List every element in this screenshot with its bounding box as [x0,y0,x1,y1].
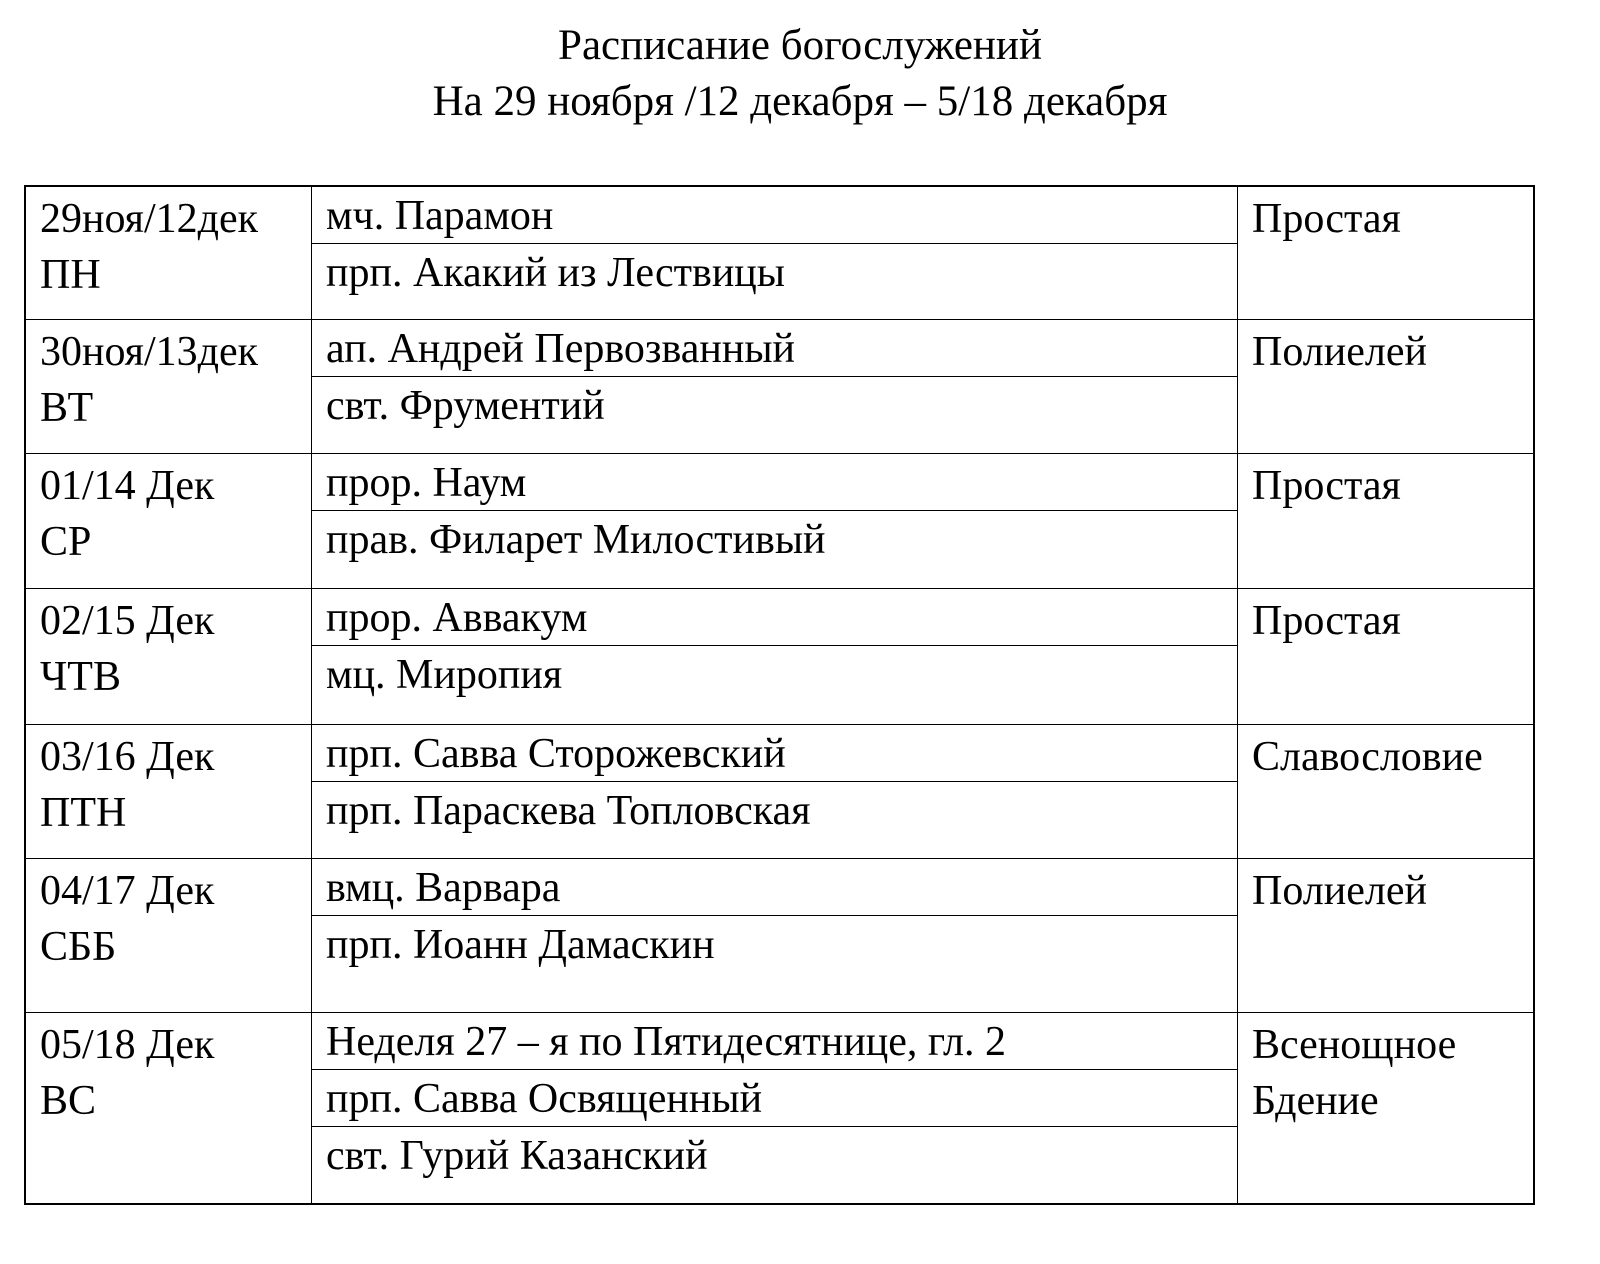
date-label: 01/14 Дек [40,463,215,509]
date-cell [26,454,312,588]
date-label: 04/17 Дек [40,868,215,914]
saint-entry: прп. Иоанн Дамаскин [326,922,715,968]
weekday-label: ПТН [40,790,127,836]
service-type: Простая [1252,196,1401,242]
service-cell [1238,589,1533,724]
table-row [26,453,1533,588]
date-label: 02/15 Дек [40,598,215,644]
saints-cell [312,725,1238,858]
service-cell [1238,725,1533,858]
weekday-label: ВС [40,1078,97,1124]
date-cell [26,589,312,724]
date-cell [26,859,312,1012]
service-type: Всенощное [1252,1022,1457,1068]
saint-entry: ап. Андрей Первозванный [312,320,1237,377]
page-title: Расписание богослужений [558,22,1042,69]
date-cell [26,320,312,453]
weekday-label: ЧТВ [40,654,121,700]
date-cell [26,187,312,319]
service-cell [1238,1013,1533,1203]
saint-entry: вмц. Варвара [312,859,1237,916]
weekday-label: ПН [40,252,101,298]
saint-entry: Неделя 27 – я по Пятидесятнице, гл. 2 [312,1013,1237,1070]
service-type: Простая [1252,598,1401,644]
table-row [26,588,1533,724]
service-cell [1238,454,1533,588]
date-cell [26,1013,312,1203]
service-type: Славословие [1252,734,1483,780]
service-cell [1238,859,1533,1012]
saints-cell [312,187,1238,319]
date-cell [26,725,312,858]
table-row [26,319,1533,453]
saint-entry: прав. Филарет Милостивый [326,517,826,563]
saint-entry: свт. Фрументий [326,383,605,429]
service-type: Полиелей [1252,868,1427,914]
saint-entry: мц. Миропия [326,652,563,698]
weekday-label: СББ [40,924,117,970]
saints-cell [312,859,1238,1012]
schedule-table [24,185,1535,1205]
page-subtitle: На 29 ноября /12 декабря – 5/18 декабря [432,78,1168,125]
date-label: 03/16 Дек [40,734,215,780]
saint-entry: прор. Аввакум [312,589,1237,646]
saint-entry: прор. Наум [312,454,1237,511]
weekday-label: ВТ [40,385,94,431]
saint-entry: прп. Савва Освященный [312,1070,1237,1127]
table-row [26,858,1533,1012]
weekday-label: СР [40,519,92,565]
saint-entry: прп. Параскева Топловская [326,788,811,834]
service-cell [1238,320,1533,453]
table-row [26,1012,1533,1203]
saints-cell [312,454,1238,588]
service-type: Простая [1252,463,1401,509]
saints-cell [312,589,1238,724]
saints-cell [312,320,1238,453]
table-row [26,187,1533,319]
saint-entry: мч. Парамон [312,187,1237,244]
date-label: 29ноя/12дек [40,196,259,242]
saint-entry: свт. Гурий Казанский [326,1133,708,1179]
saint-entry: прп. Акакий из Лествицы [326,250,786,296]
date-label: 30ноя/13дек [40,329,259,375]
service-cell [1238,187,1533,319]
date-label: 05/18 Дек [40,1022,215,1068]
service-type: Полиелей [1252,329,1427,375]
saints-cell [312,1013,1238,1203]
table-row [26,724,1533,858]
service-type: Бдение [1252,1078,1379,1124]
saint-entry: прп. Савва Сторожевский [312,725,1237,782]
